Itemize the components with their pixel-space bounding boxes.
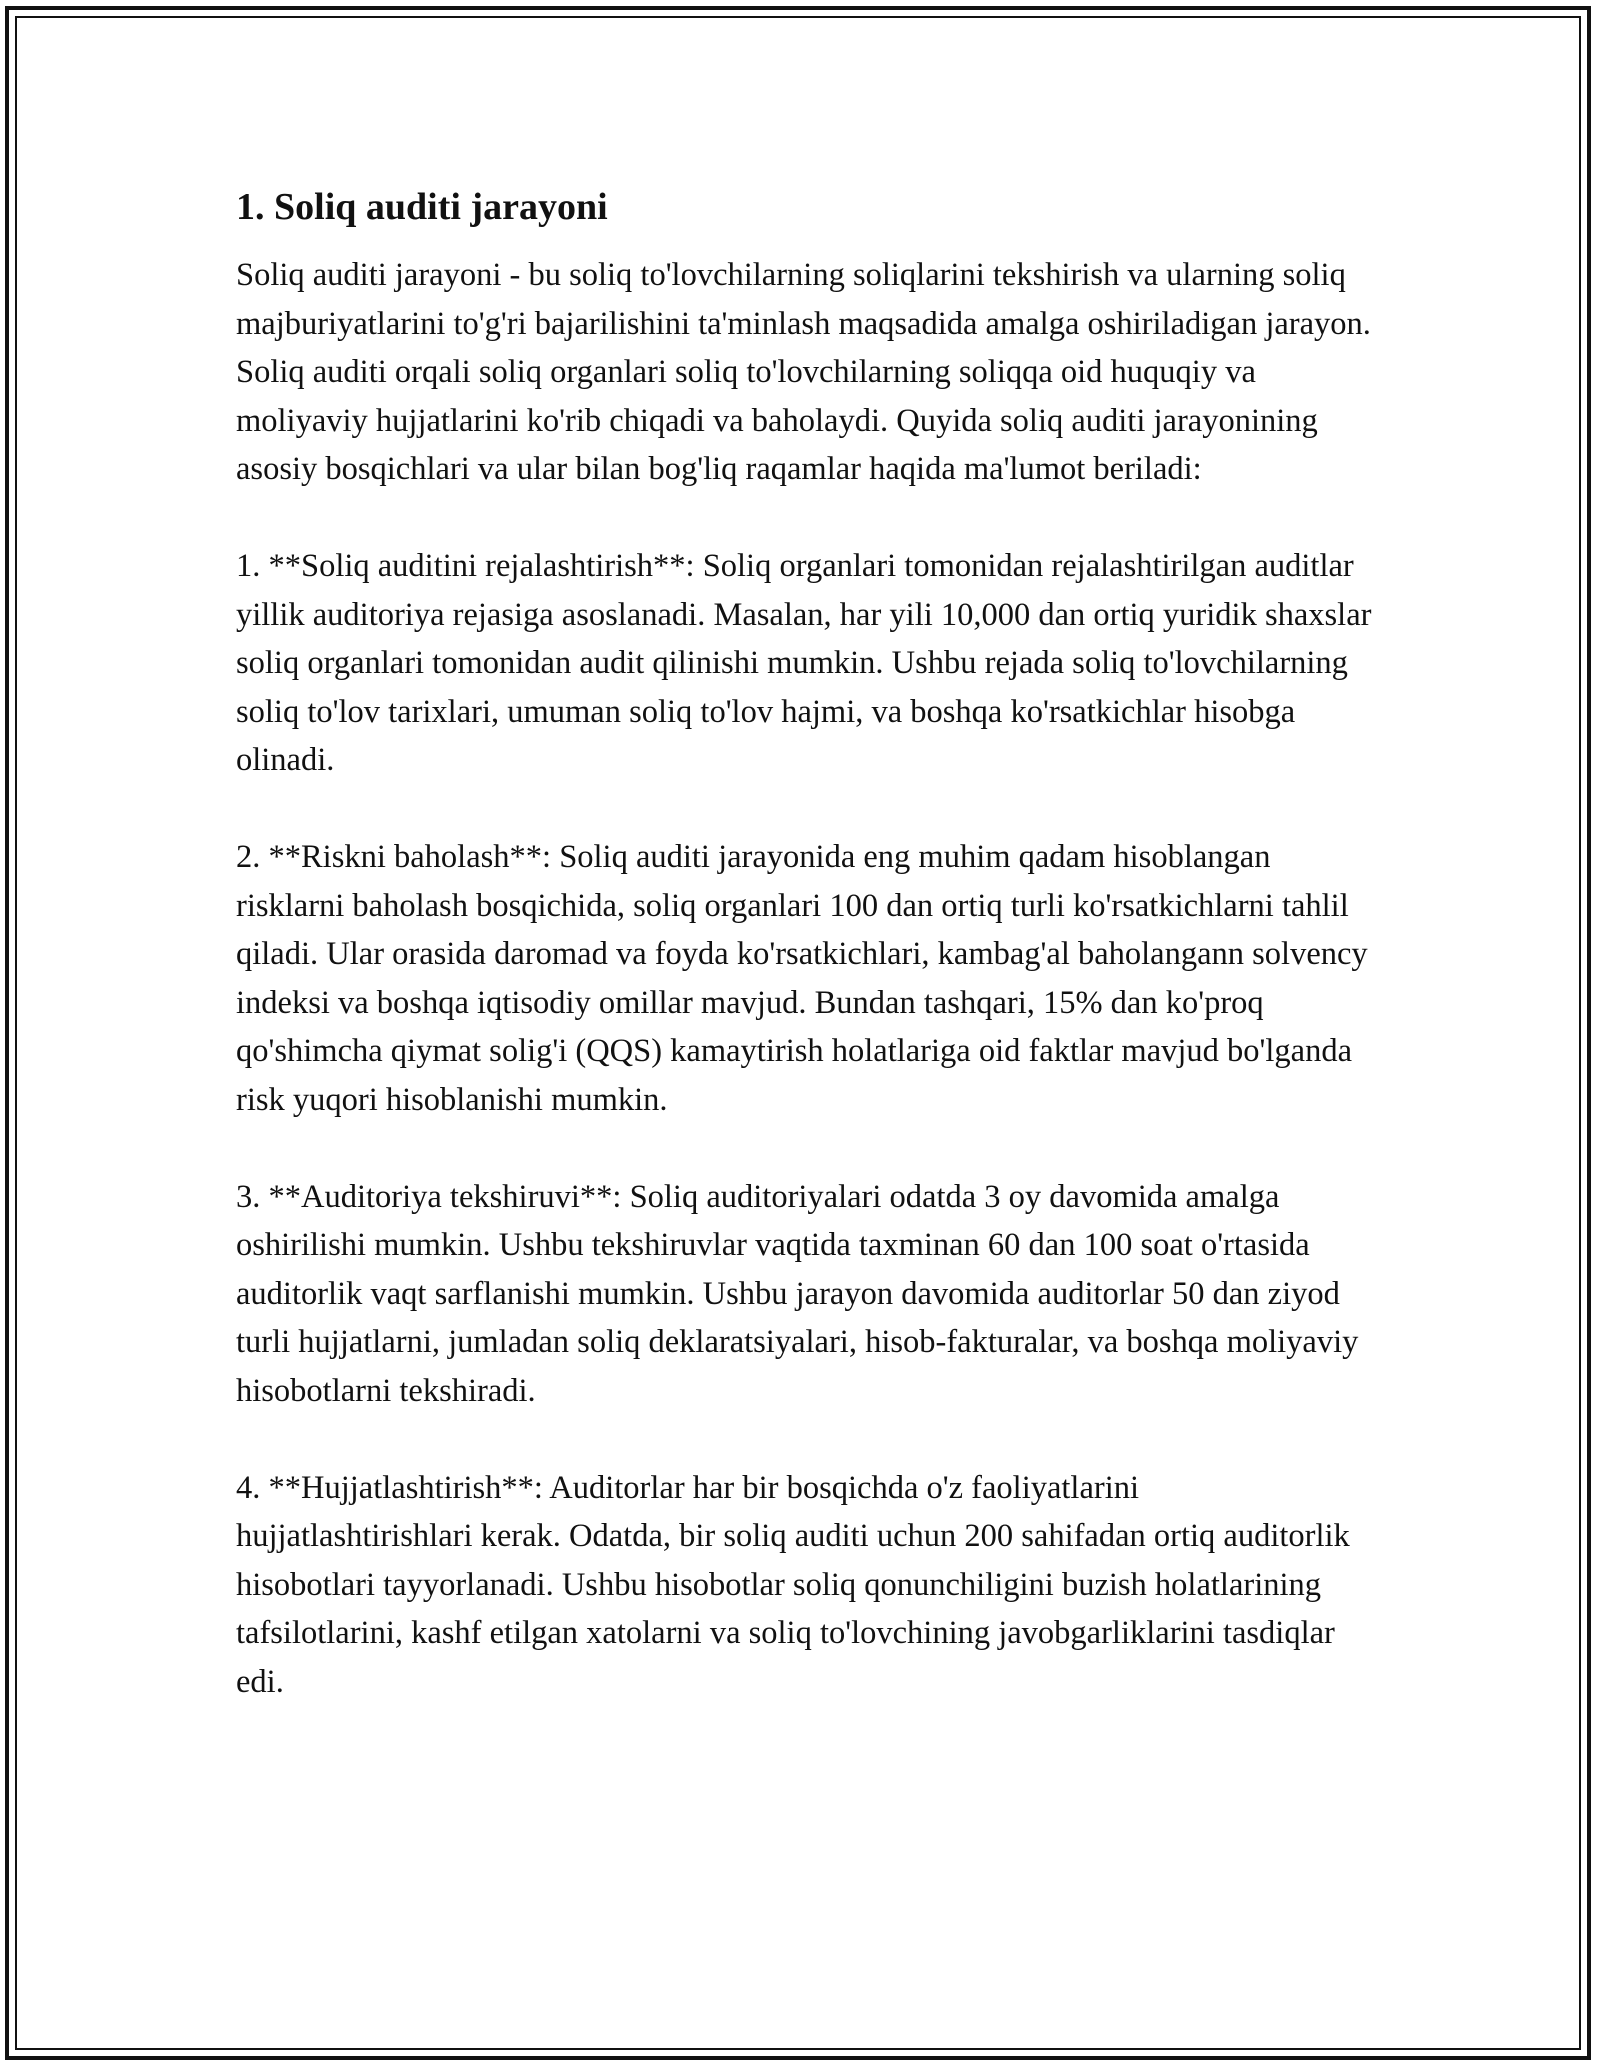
intro-paragraph: Soliq auditi jarayoni - bu soliq to'lovchilarning soliqlarini tekshirish va ularning soliq majburiyatlarini to'g'ri bajarilishini ta'minlash maqsadida amalga oshiriladigan jarayon. Soliq auditi orqali soliq organlari soliq to'lovchilarning soliqqa oid huquqiy va moliyaviy hujjatlarini ko'rib chiqadi va baholaydi. Quyida soliq auditi jarayonining asosiy bosqichlari va ular bilan bog'liq raqamlar haqida ma'lumot beriladi: [236, 257, 1371, 487]
step-risk-paragraph: 2. **Riskni baholash**: Soliq auditi jarayonida eng muhim qadam hisoblangan risklarni baholash bosqichida, soliq organlari 100 dan ortiq turli ko'rsatkichlarni tahlil qiladi. Ular orasida daromad va foyda ko'rsatkichlari, kambag'al baholangann solvency indeksi va boshqa iqtisodiy omillar mavjud. Bundan tashqari, 15% dan ko'proq qo'shimcha qiymat solig'i (QQS) kamaytirish holatlariga oid faktlar mavjud bo'lganda risk yuqori hisoblanishi mumkin. [236, 839, 1368, 1118]
step-inspection-paragraph: 3. **Auditoriya tekshiruvi**: Soliq auditoriyalari odatda 3 oy davomida amalga oshirilishi mumkin. Ushbu tekshiruvlar vaqtida taxminan 60 dan 100 soat o'rtasida auditorlik vaqt sarflanishi mumkin. Ushbu jarayon davomida auditorlar 50 dan ziyod turli hujjatlarni, jumladan soliq deklaratsiyalari, hisob-fakturalar, va boshqa moliyaviy hisobotlarni tekshiradi. [236, 1178, 1359, 1409]
step-documentation-paragraph: 4. **Hujjatlashtirish**: Auditorlar har bir bosqichda o'z faoliyatlarini hujjatlashtirishlari kerak. Odatda, bir soliq auditi uchun 200 sahifadan ortiq auditorlik hisobotlari tayyorlanadi. Ushbu hisobotlar soliq qonunchiligini buzish holatlarining tafsilotlarini, kashf etilgan xatolarni va soliq to'lovchining javobgarliklarini tasdiqlar edi. [236, 1469, 1350, 1700]
section-heading: 1. Soliq auditi jarayoni [236, 186, 608, 228]
step-planning-paragraph: 1. **Soliq auditini rejalashtirish**: Soliq organlari tomonidan rejalashtirilgan auditlar yillik auditoriya rejasiga asoslanadi. Masalan, har yili 10,000 dan ortiq yuridik shaxslar soliq organlari tomonidan audit qilinishi mumkin. Ushbu rejada soliq to'lovchilarning soliq to'lov tarixlari, umuman soliq to'lov hajmi, va boshqa ko'rsatkichlar hisobga olinadi. [236, 548, 1372, 778]
document-body [236, 183, 1376, 1755]
